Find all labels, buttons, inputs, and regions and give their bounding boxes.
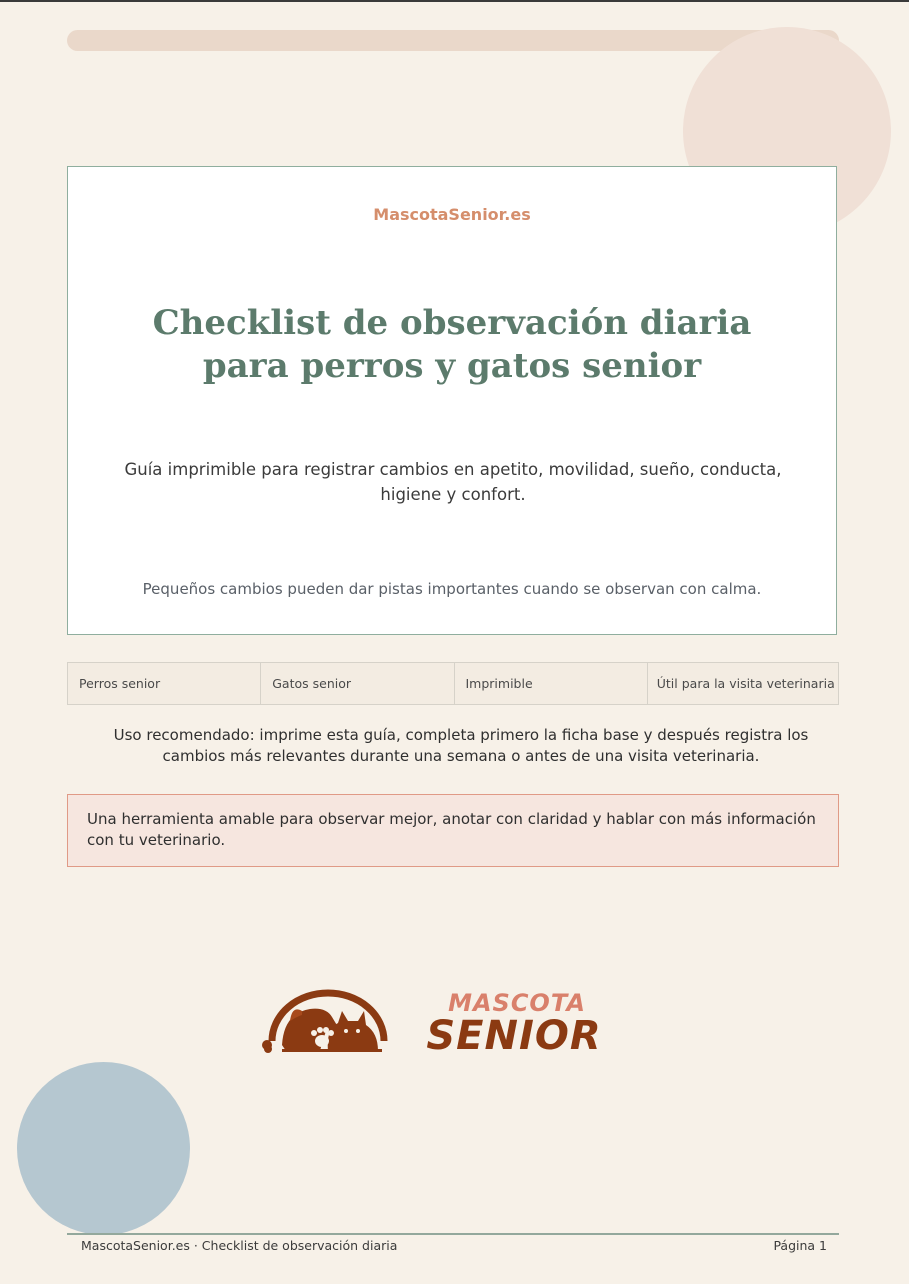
callout-box: Una herramienta amable para observar mejor, anotar con claridad y hablar con más información con tu veterinario. <box>67 794 839 867</box>
brand-name: MascotaSenior.es <box>373 205 531 224</box>
tag-vet-visit: Útil para la visita veterinaria <box>656 676 835 691</box>
logo-text-mascota: MASCOTA <box>448 989 586 1017</box>
footer-rule <box>67 1233 839 1235</box>
subtitle: Guía imprimible para registrar cambios en apetito, movilidad, sueño, conducta, higiene y confort. <box>124 460 782 504</box>
tag-printable: Imprimible <box>455 663 648 704</box>
tag-row <box>67 662 839 705</box>
hero-card <box>67 166 837 635</box>
decorative-circle-blue <box>17 1062 190 1235</box>
tag-cats: Gatos senior <box>261 663 454 704</box>
logo-text-senior: SENIOR <box>426 1013 602 1059</box>
page-title <box>68 302 836 388</box>
tagline: Pequeños cambios pueden dar pistas importantes cuando se observan con calma. <box>142 580 762 598</box>
usage-note: Uso recomendado: imprime esta guía, completa primero la ficha base y después registra los cambios más relevantes durante una semana o antes de una visita veterinaria. <box>113 726 809 765</box>
top-rule <box>0 0 909 2</box>
footer-page-number: Página 1 <box>773 1238 827 1253</box>
tag-dogs: Perros senior <box>68 663 261 704</box>
dog-cat-paw-icon <box>262 993 384 1053</box>
mascota-senior-logo <box>262 983 634 1063</box>
title-line-1: Checklist de observación diaria <box>152 303 752 343</box>
footer-document-title: MascotaSenior.es · Checklist de observación diaria <box>81 1238 398 1253</box>
title-line-2: para perros y gatos senior <box>202 346 702 386</box>
